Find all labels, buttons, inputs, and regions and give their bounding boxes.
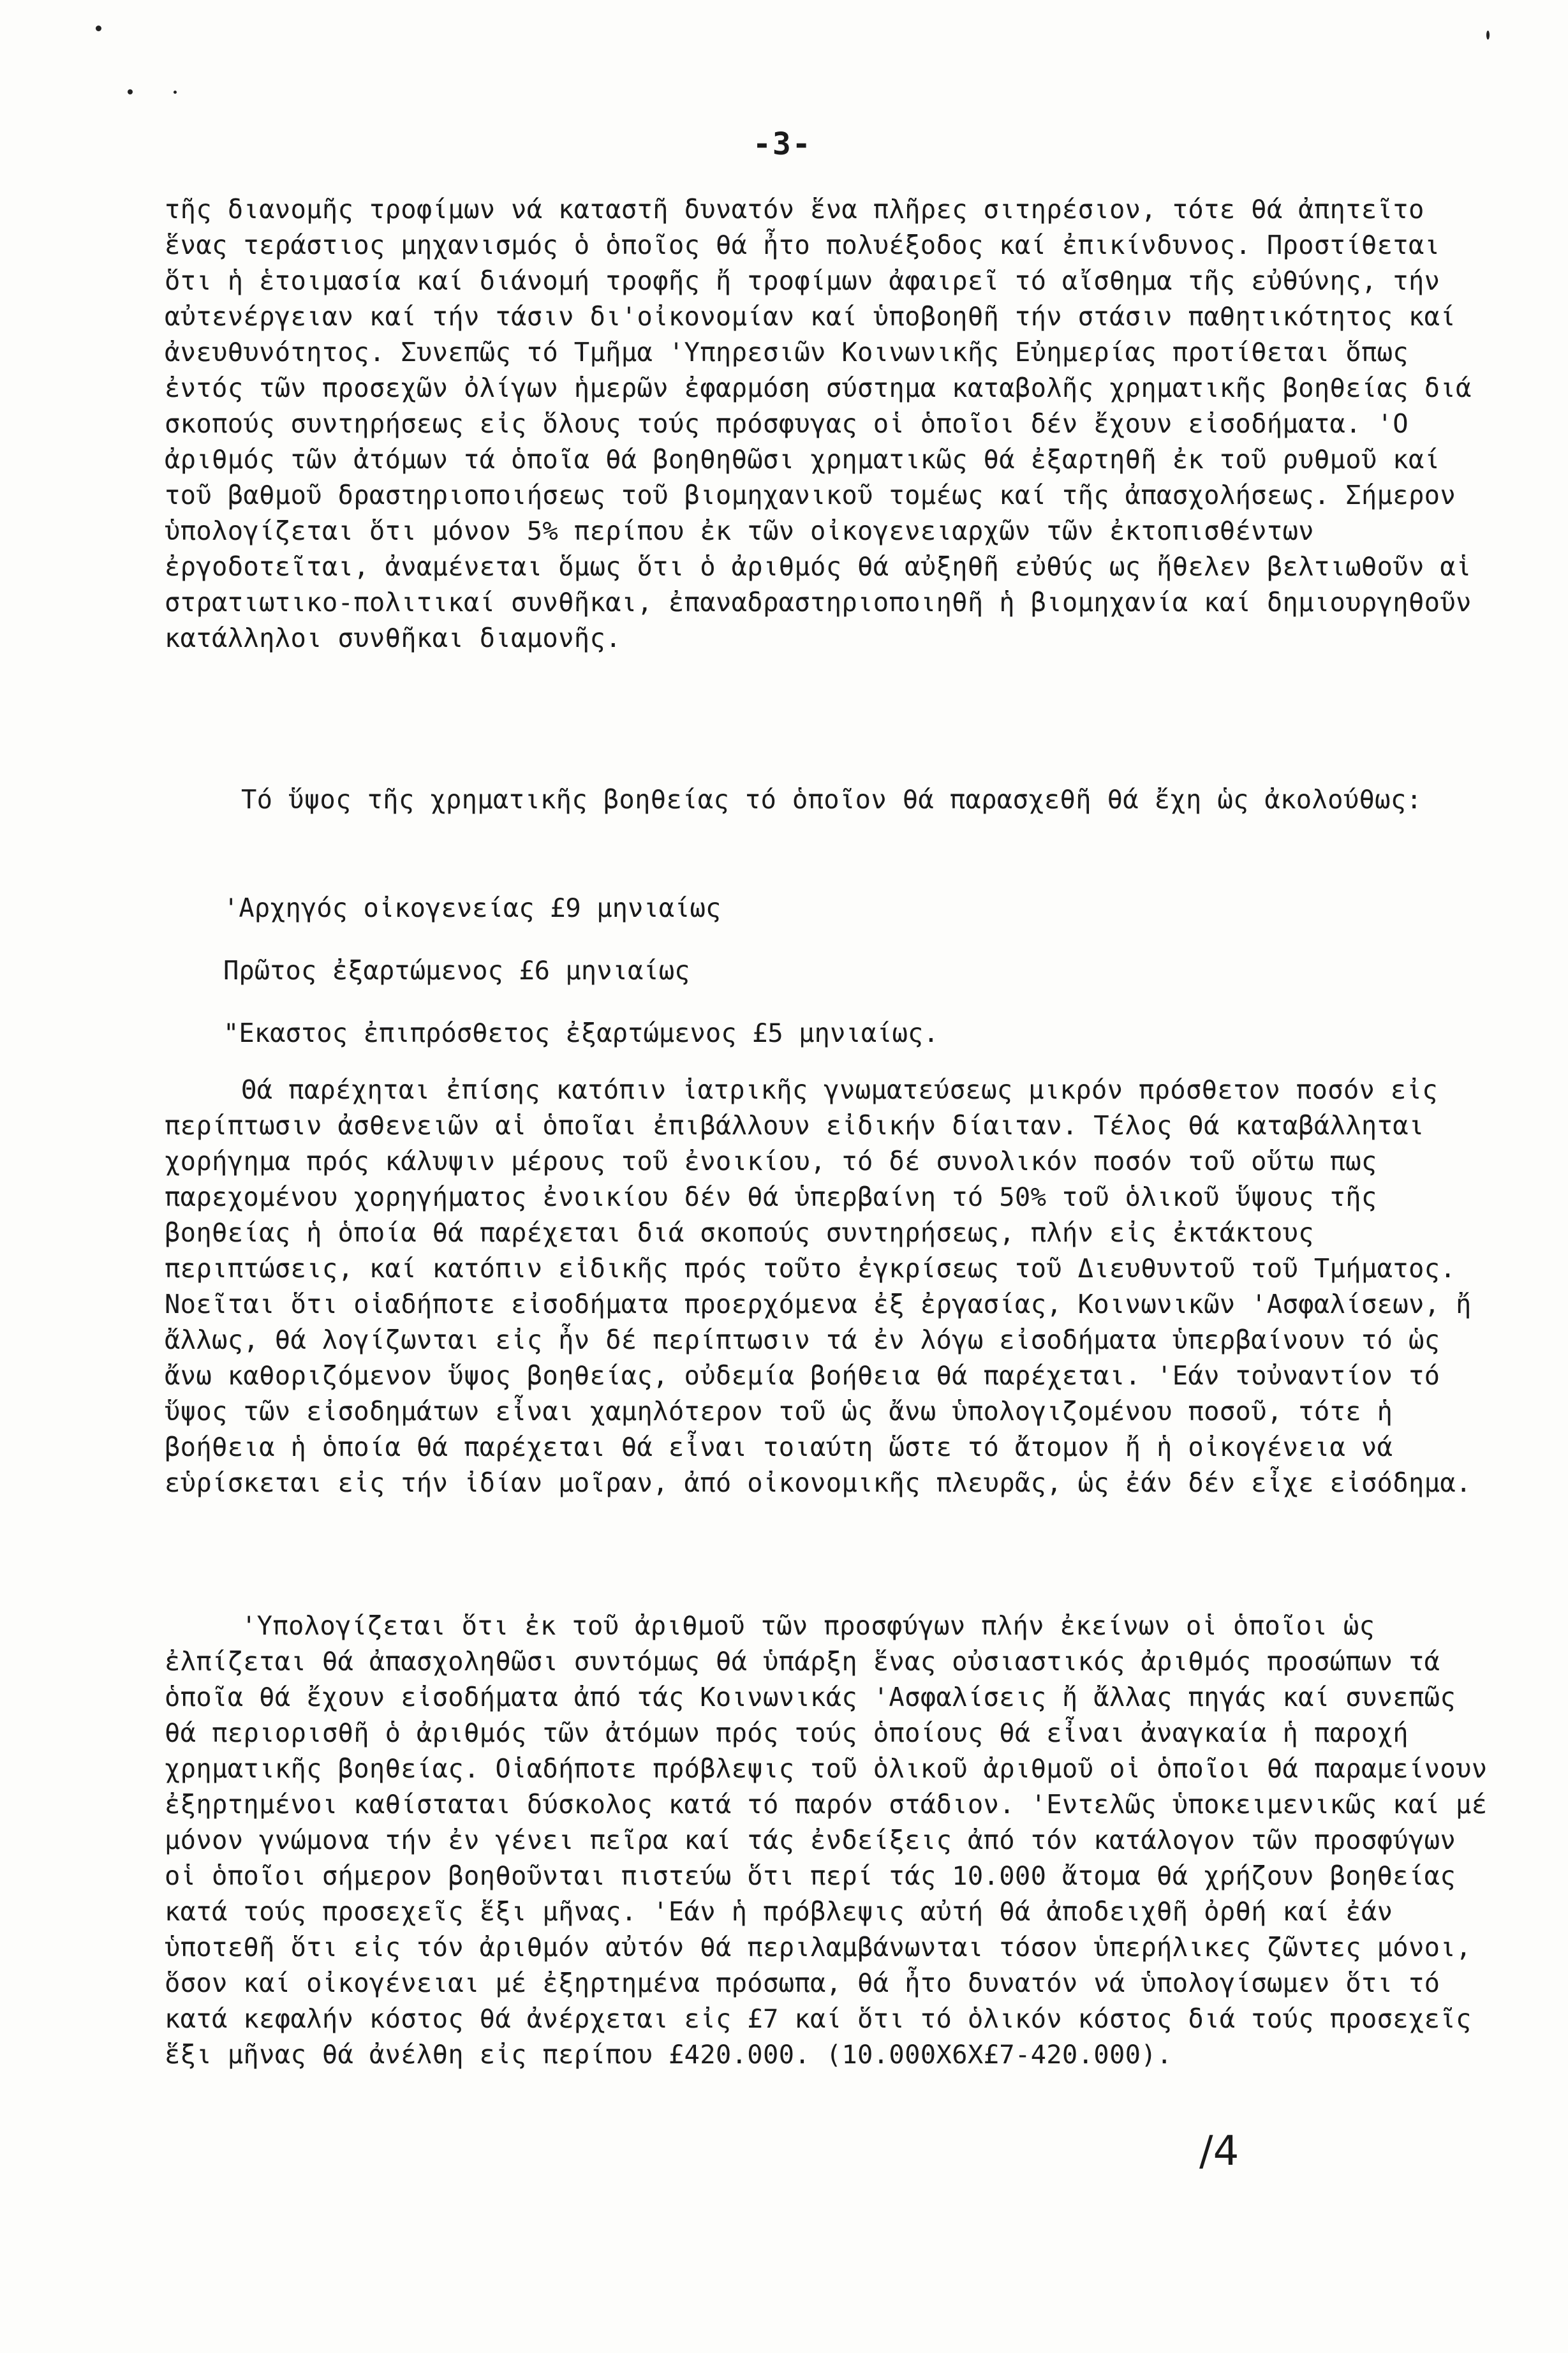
page-number: -3- [753, 126, 812, 162]
list-item-head-of-family: 'Αρχηγός οἰκογενείας £9 μηνιαίως [223, 893, 721, 923]
assistance-rates-list [223, 890, 939, 1078]
list-item-first-dependent: Πρῶτος ἐξαρτώμενος £6 μηνιαίως [223, 955, 690, 986]
scan-speck [1486, 31, 1490, 40]
scan-speck [96, 26, 101, 31]
paragraph-assistance-amount-intro: Τό ὕψος τῆς χρηματικῆς βοηθείας τό ὁποῖον θά παρασχεθῆ θά ἔχη ὡς ἀκολούθως: [241, 784, 1423, 815]
paragraph-food-distribution: τῆς διανομῆς τροφίμων νά καταστῆ δυνατόν ἕνα πλῆρες σιτηρέσιον, τότε θά ἀπητεῖτο ἕνας τεράστιος μηχανισμός ὁ ὁποῖος θά ἦτο πολυέξοδος καί ἐπικίνδυνος. Προστίθεται ὅτι ἡ ἑτοιμασία καί διάνομή τροφῆς ἤ τροφίμων ἀφαιρεῖ τό αἴσθημα τῆς εὐθύνης, τήν αὐτενέργειαν καί τήν τάσιν δι'οἰκονομίαν καί ὑποβοηθῆ τήν στάσιν παθητικότητος καί ἀνευθυνότητος. Συνεπῶς τό Τμῆμα 'Υπηρεσιῶν Κοινωνικῆς Εὐημερίας προτίθεται ὅπως ἐντός τῶν προσεχῶν ὀλίγων ἡμερῶν ἐφαρμόση σύστημα καταβολῆς χρηματικῆς βοηθείας διά σκοπούς συντηρήσεως εἰς ὅλους τούς πρόσφυγας οἱ ὁποῖοι δέν ἔχουν εἰσοδήματα. 'Ο ἀριθμός τῶν ἀτόμων τά ὁποῖα θά βοηθηθῶσι χρηματικῶς θά ἐξαρτηθῆ ἐκ τοῦ ρυθμοῦ καί τοῦ βαθμοῦ δραστηριοποιήσεως τοῦ βιομηχανικοῦ τομέως καί τῆς ἀπασχολήσεως. Σήμερον ὑπολογίζεται ὅτι μόνον 5% περίπου ἐκ τῶν οἰκογενειαρχῶν τῶν ἐκτοπισθέντων ἐργοδοτεῖται, ἀναμένεται ὅμως ὅτι ὁ ἀριθμός θά αὐξηθῆ εὐθύς ως ἤθελεν βελτιωθοῦν αἱ στρατιωτικο-πολιτικαί συνθῆκαι, ἐπαναδραστηριοποιηθῆ ἡ βιομηχανία καί δημιουργηθοῦν κατάλληλοι συνθῆκαι διαμονῆς. [165, 194, 1488, 653]
paragraph-supplementary-allowances: Θά παρέχηται ἐπίσης κατόπιν ἰατρικῆς γνωματεύσεως μικρόν πρόσθετον ποσόν εἰς περίπτωσιν ἀσθενειῶν αἱ ὁποῖαι ἐπιβάλλουν εἰδικήν δίαιταν. Τέλος θά καταβάλληται χορήγημα πρός κάλυψιν μέρους τοῦ ἐνοικίου, τό δέ συνολικόν ποσόν τοῦ οὕτω πως παρεχομένου χορηγήματος ἐνοικίου δέν θά ὑπερβαίνη τό 50% τοῦ ὁλικοῦ ὕψους τῆς βοηθείας ἡ ὁποία θά παρέχεται διά σκοπούς συντηρήσεως, πλήν εἰς ἐκτάκτους περιπτώσεις, καί κατόπιν εἰδικῆς πρός τοῦτο ἐγκρίσεως τοῦ Διευθυντοῦ τοῦ Τμήματος. Νοεῖται ὅτι οἱαδήποτε εἰσοδήματα προερχόμενα ἐξ ἐργασίας, Κοινωνικῶν 'Ασφαλίσεων, ἤ ἄλλως, θά λογίζωνται εἰς ἦν δέ περίπτωσιν τά ἐν λόγω εἰσοδήματα ὑπερβαίνουν τό ὡς ἄνω καθοριζόμενον ὕψος βοηθείας, οὐδεμία βοήθεια θά παρέχεται. 'Εάν τοὐναντίον τό ὕψος τῶν εἰσοδημάτων εἶναι χαμηλότερον τοῦ ὡς ἄνω ὑπολογιζομένου ποσοῦ, τότε ἡ βοήθεια ἡ ὁποία θά παρέχεται θά εἶναι τοιαύτη ὥστε τό ἄτομον ἤ ἡ οἰκογένεια νά εὑρίσκεται εἰς τήν ἰδίαν μοῖραν, ἀπό οἰκονομικῆς πλευρᾶς, ὡς ἐάν δέν εἶχε εἰσόδημα. [165, 1074, 1488, 1498]
paragraph-cost-estimate: 'Υπολογίζεται ὅτι ἐκ τοῦ ἀριθμοῦ τῶν προσφύγων πλήν ἐκείνων οἱ ὁποῖοι ὡς ἐλπίζεται θά ἀπασχοληθῶσι συντόμως θά ὑπάρξη ἕνας οὐσιαστικός ἀριθμός προσώπων τά ὁποῖα θά ἔχουν εἰσοδήματα ἀπό τάς Κοινωνικάς 'Ασφαλίσεις ἤ ἄλλας πηγάς καί συνεπῶς θά περιορισθῆ ὁ ἀριθμός τῶν ἀτόμων πρός τούς ὁποίους θά εἶναι ἀναγκαία ἡ παροχή χρηματικῆς βοηθείας. Οἱαδήποτε πρόβλεψις τοῦ ὁλικοῦ ἀριθμοῦ οἱ ὁποῖοι θά παραμείνουν ἐξηρτημένοι καθίσταται δύσκολος κατά τό παρόν στάδιον. 'Εντελῶς ὑποκειμενικῶς καί μέ μόνον γνώμονα τήν ἐν γένει πεῖρα καί τάς ἐνδείξεις ἀπό τόν κατάλογον τῶν προσφύγων οἱ ὁποῖοι σήμερον βοηθοῦνται πιστεύω ὅτι περί τάς 10.000 ἄτομα θά χρήζουν βοηθείας κατά τούς προσεχεῖς ἕξι μῆνας. 'Εάν ἡ πρόβλεψις αὐτή θά ἀποδειχθῆ ὀρθή καί ἐάν ὑποτεθῆ ὅτι εἰς τόν ἀριθμόν αὐτόν θά περιλαμβάνωνται τόσον ὑπερήλικες ζῶντες μόνοι, ὅσον καί οἰκογένειαι μέ ἐξηρτημένα πρόσωπα, θά ἦτο δυνατόν νά ὑπολογίσωμεν ὅτι τό κατά κεφαλήν κόστος θά ἀνέρχεται εἰς £7 καί ὅτι τό ὁλικόν κόστος διά τούς προσεχεῖς ἕξι μῆνας θά ἀνέλθη εἰς περίπου £420.000. (10.000X6X£7-420.000). [165, 1610, 1504, 2070]
scan-speck [128, 89, 133, 94]
scan-speck [174, 91, 177, 94]
list-item-additional-dependent: "Εκαστος ἐπιπρόσθετος ἐξαρτώμενος £5 μηνιαίως. [223, 1018, 939, 1048]
continuation-mark: /4 [1199, 2128, 1239, 2175]
